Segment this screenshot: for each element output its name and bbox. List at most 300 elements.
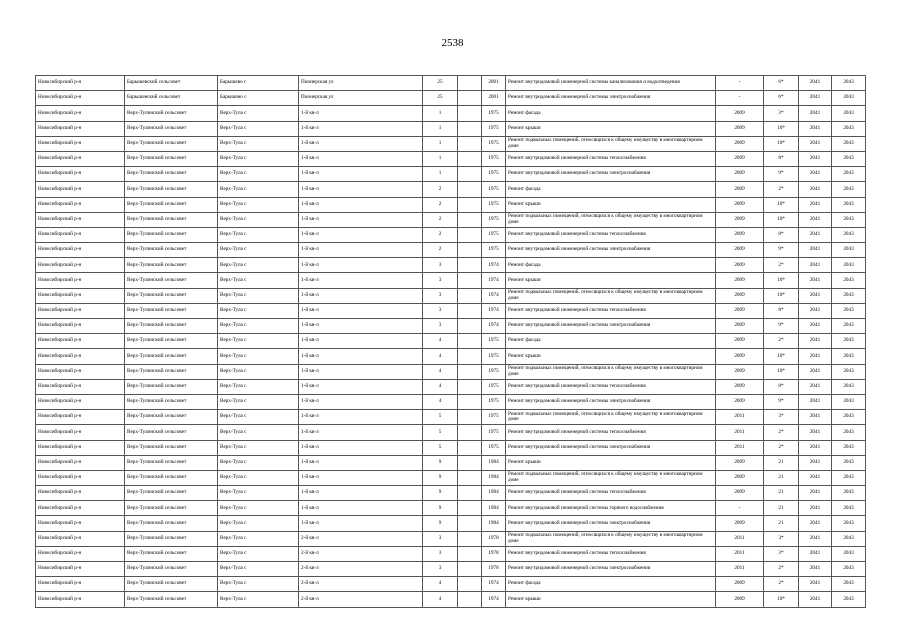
cell-wear-percent: 6* (764, 91, 799, 106)
cell-last-repair-year: 2009 (716, 258, 764, 273)
cell-street: 2-й кв-л (299, 577, 423, 592)
cell-house-number: 3 (423, 319, 458, 334)
cell-building (458, 455, 482, 470)
cell-building (458, 334, 482, 349)
cell-build-year: 1975 (482, 151, 506, 166)
cell-house-number: 1 (423, 106, 458, 121)
cell-street: 1-й кв-л (299, 425, 423, 440)
cell-plan-end-year: 2043 (832, 319, 866, 334)
cell-plan-start-year: 2041 (799, 197, 832, 212)
cell-building (458, 91, 482, 106)
cell-plan-start-year: 2041 (799, 319, 832, 334)
cell-plan-start-year: 2041 (799, 212, 832, 227)
table-row (36, 531, 866, 546)
cell-settlement-council: Верх-Тулинский сельсовет (125, 592, 218, 607)
table-row (36, 121, 866, 136)
cell-plan-start-year: 2041 (799, 258, 832, 273)
table-body (36, 76, 866, 608)
cell-work-type: Ремонт фасада (506, 577, 716, 592)
cell-last-repair-year: 2009 (716, 182, 764, 197)
cell-building (458, 136, 482, 151)
cell-plan-start-year: 2041 (799, 562, 832, 577)
cell-work-type: Ремонт внутридомовой инженерной системы теплоснабжения (506, 303, 716, 318)
cell-build-year: 1975 (482, 243, 506, 258)
table-row (36, 212, 866, 227)
cell-building (458, 243, 482, 258)
cell-building (458, 182, 482, 197)
cell-locality: Верх-Тула с (218, 303, 299, 318)
cell-build-year: 1975 (482, 334, 506, 349)
table-row (36, 273, 866, 288)
cell-district: Новосибирский р-н (36, 410, 125, 425)
cell-district: Новосибирский р-н (36, 303, 125, 318)
cell-settlement-council: Барышевский сельсовет (125, 91, 218, 106)
cell-street: 1-й кв-л (299, 136, 423, 151)
cell-build-year: 1974 (482, 319, 506, 334)
cell-build-year: 1984 (482, 501, 506, 516)
cell-street: 1-й кв-л (299, 394, 423, 409)
cell-build-year: 1975 (482, 349, 506, 364)
cell-last-repair-year: 2009 (716, 334, 764, 349)
cell-wear-percent: 21 (764, 501, 799, 516)
cell-settlement-council: Верх-Тулинский сельсовет (125, 577, 218, 592)
cell-locality: Верх-Тула с (218, 440, 299, 455)
cell-locality: Верх-Тула с (218, 227, 299, 242)
cell-last-repair-year: 2009 (716, 227, 764, 242)
cell-last-repair-year: 2009 (716, 167, 764, 182)
cell-work-type: Ремонт крыши (506, 121, 716, 136)
cell-locality: Верх-Тула с (218, 258, 299, 273)
cell-settlement-council: Верх-Тулинский сельсовет (125, 288, 218, 303)
cell-wear-percent: 3* (764, 546, 799, 561)
cell-plan-end-year: 2043 (832, 516, 866, 531)
cell-last-repair-year: 2009 (716, 455, 764, 470)
cell-locality: Барышево с (218, 91, 299, 106)
cell-work-type: Ремонт подвальных помещений, относящихся к общему имуществу в многоквартирном доме (506, 531, 716, 546)
cell-building (458, 425, 482, 440)
cell-plan-start-year: 2041 (799, 227, 832, 242)
cell-last-repair-year: - (716, 501, 764, 516)
cell-plan-start-year: 2041 (799, 410, 832, 425)
cell-wear-percent: 10* (764, 136, 799, 151)
cell-last-repair-year: 2009 (716, 394, 764, 409)
cell-street: 1-й кв-л (299, 288, 423, 303)
cell-plan-end-year: 2043 (832, 592, 866, 607)
cell-settlement-council: Верх-Тулинский сельсовет (125, 546, 218, 561)
cell-plan-start-year: 2041 (799, 288, 832, 303)
cell-plan-start-year: 2041 (799, 303, 832, 318)
cell-locality: Верх-Тула с (218, 273, 299, 288)
cell-locality: Верх-Тула с (218, 182, 299, 197)
cell-building (458, 546, 482, 561)
cell-work-type: Ремонт внутридомовой инженерной системы электроснабжения (506, 516, 716, 531)
cell-plan-start-year: 2041 (799, 470, 832, 485)
cell-district: Новосибирский р-н (36, 121, 125, 136)
cell-district: Новосибирский р-н (36, 106, 125, 121)
cell-plan-end-year: 2043 (832, 364, 866, 379)
cell-build-year: 1975 (482, 106, 506, 121)
cell-district: Новосибирский р-н (36, 546, 125, 561)
cell-locality: Верх-Тула с (218, 379, 299, 394)
cell-work-type: Ремонт фасада (506, 106, 716, 121)
table-row (36, 440, 866, 455)
cell-house-number: 2 (423, 243, 458, 258)
cell-building (458, 349, 482, 364)
cell-locality: Верх-Тула с (218, 243, 299, 258)
cell-plan-start-year: 2041 (799, 486, 832, 501)
cell-district: Новосибирский р-н (36, 334, 125, 349)
cell-work-type: Ремонт крыши (506, 273, 716, 288)
cell-wear-percent: 3* (764, 531, 799, 546)
cell-plan-end-year: 2043 (832, 121, 866, 136)
cell-last-repair-year: 2009 (716, 577, 764, 592)
cell-locality: Верх-Тула с (218, 349, 299, 364)
table-row (36, 546, 866, 561)
cell-plan-end-year: 2043 (832, 334, 866, 349)
table-row (36, 106, 866, 121)
cell-street: 1-й кв-л (299, 455, 423, 470)
cell-wear-percent: 2* (764, 182, 799, 197)
cell-plan-end-year: 2043 (832, 136, 866, 151)
cell-street: 2-й кв-л (299, 546, 423, 561)
cell-locality: Верх-Тула с (218, 501, 299, 516)
cell-work-type: Ремонт внутридомовой инженерной системы канализования и водоотведения (506, 76, 716, 91)
cell-plan-end-year: 2043 (832, 303, 866, 318)
cell-work-type: Ремонт подвальных помещений, относящихся к общему имуществу в многоквартирном доме (506, 364, 716, 379)
cell-last-repair-year: 2009 (716, 349, 764, 364)
cell-plan-end-year: 2043 (832, 227, 866, 242)
cell-house-number: 4 (423, 577, 458, 592)
cell-house-number: 3 (423, 303, 458, 318)
cell-plan-end-year: 2043 (832, 288, 866, 303)
cell-house-number: 4 (423, 364, 458, 379)
cell-last-repair-year: 2009 (716, 592, 764, 607)
cell-plan-start-year: 2041 (799, 364, 832, 379)
table-row (36, 91, 866, 106)
table-row (36, 349, 866, 364)
cell-settlement-council: Верх-Тулинский сельсовет (125, 167, 218, 182)
table-row (36, 227, 866, 242)
cell-plan-end-year: 2043 (832, 273, 866, 288)
cell-street: 1-й кв-л (299, 167, 423, 182)
cell-build-year: 1975 (482, 379, 506, 394)
cell-locality: Верх-Тула с (218, 531, 299, 546)
cell-street: 1-й кв-л (299, 212, 423, 227)
table-row (36, 516, 866, 531)
cell-house-number: 9 (423, 516, 458, 531)
cell-settlement-council: Барышевский сельсовет (125, 76, 218, 91)
cell-building (458, 319, 482, 334)
cell-last-repair-year: 2009 (716, 288, 764, 303)
table-row (36, 562, 866, 577)
cell-building (458, 379, 482, 394)
cell-build-year: 1984 (482, 470, 506, 485)
cell-build-year: 1975 (482, 182, 506, 197)
cell-house-number: 9 (423, 486, 458, 501)
cell-work-type: Ремонт подвальных помещений, относящихся к общему имуществу в многоквартирном доме (506, 136, 716, 151)
cell-district: Новосибирский р-н (36, 273, 125, 288)
cell-street: 1-й кв-л (299, 319, 423, 334)
cell-wear-percent: 2* (764, 425, 799, 440)
cell-settlement-council: Верх-Тулинский сельсовет (125, 258, 218, 273)
cell-house-number: 2 (423, 212, 458, 227)
cell-last-repair-year: 2009 (716, 364, 764, 379)
cell-plan-start-year: 2041 (799, 531, 832, 546)
cell-plan-end-year: 2043 (832, 106, 866, 121)
cell-house-number: 4 (423, 379, 458, 394)
cell-last-repair-year: 2009 (716, 151, 764, 166)
cell-district: Новосибирский р-н (36, 531, 125, 546)
cell-house-number: 1 (423, 167, 458, 182)
cell-wear-percent: 10* (764, 288, 799, 303)
cell-district: Новосибирский р-н (36, 197, 125, 212)
cell-district: Новосибирский р-н (36, 151, 125, 166)
cell-wear-percent: 2* (764, 577, 799, 592)
cell-settlement-council: Верх-Тулинский сельсовет (125, 319, 218, 334)
cell-work-type: Ремонт внутридомовой инженерной системы электроснабжения (506, 243, 716, 258)
cell-plan-end-year: 2043 (832, 182, 866, 197)
cell-house-number: 9 (423, 470, 458, 485)
cell-building (458, 486, 482, 501)
cell-locality: Верх-Тула с (218, 364, 299, 379)
cell-settlement-council: Верх-Тулинский сельсовет (125, 531, 218, 546)
cell-plan-end-year: 2043 (832, 577, 866, 592)
cell-street: 1-й кв-л (299, 243, 423, 258)
cell-wear-percent: 21 (764, 486, 799, 501)
table-row (36, 577, 866, 592)
table-row (36, 151, 866, 166)
cell-house-number: 9 (423, 501, 458, 516)
cell-wear-percent: 2* (764, 562, 799, 577)
cell-district: Новосибирский р-н (36, 212, 125, 227)
table-row (36, 394, 866, 409)
cell-build-year: 1974 (482, 288, 506, 303)
table-row (36, 76, 866, 91)
cell-street: 1-й кв-л (299, 273, 423, 288)
cell-wear-percent: 3* (764, 106, 799, 121)
cell-locality: Верх-Тула с (218, 106, 299, 121)
cell-work-type: Ремонт внутридомовой инженерной системы электроснабжения (506, 319, 716, 334)
cell-plan-start-year: 2041 (799, 91, 832, 106)
cell-build-year: 1975 (482, 410, 506, 425)
cell-wear-percent: 8* (764, 303, 799, 318)
cell-locality: Верх-Тула с (218, 577, 299, 592)
cell-locality: Верх-Тула с (218, 121, 299, 136)
cell-district: Новосибирский р-н (36, 440, 125, 455)
cell-wear-percent: 9* (764, 319, 799, 334)
cell-plan-start-year: 2041 (799, 440, 832, 455)
cell-locality: Верх-Тула с (218, 455, 299, 470)
cell-plan-start-year: 2041 (799, 516, 832, 531)
cell-locality: Верх-Тула с (218, 334, 299, 349)
cell-wear-percent: 2* (764, 258, 799, 273)
cell-plan-start-year: 2041 (799, 182, 832, 197)
cell-build-year: 1978 (482, 562, 506, 577)
cell-district: Новосибирский р-н (36, 516, 125, 531)
cell-building (458, 501, 482, 516)
table-row (36, 334, 866, 349)
cell-house-number: 3 (423, 258, 458, 273)
cell-work-type: Ремонт внутридомовой инженерной системы электроснабжения (506, 91, 716, 106)
cell-street: 1-й кв-л (299, 470, 423, 485)
cell-house-number: 3 (423, 273, 458, 288)
cell-building (458, 258, 482, 273)
cell-house-number: 4 (423, 394, 458, 409)
cell-street: 1-й кв-л (299, 258, 423, 273)
cell-wear-percent: 2* (764, 440, 799, 455)
cell-build-year: 2001 (482, 91, 506, 106)
cell-work-type: Ремонт фасада (506, 334, 716, 349)
cell-house-number: 2 (423, 182, 458, 197)
cell-wear-percent: 10* (764, 349, 799, 364)
cell-build-year: 1975 (482, 440, 506, 455)
cell-plan-end-year: 2043 (832, 486, 866, 501)
cell-district: Новосибирский р-н (36, 455, 125, 470)
cell-district: Новосибирский р-н (36, 243, 125, 258)
table-row (36, 364, 866, 379)
cell-wear-percent: 21 (764, 470, 799, 485)
table-row (36, 258, 866, 273)
cell-street: Пионерская ул (299, 91, 423, 106)
cell-work-type: Ремонт внутридомовой инженерной системы теплоснабжения (506, 425, 716, 440)
cell-build-year: 1978 (482, 546, 506, 561)
cell-wear-percent: 10* (764, 121, 799, 136)
cell-house-number: 5 (423, 440, 458, 455)
cell-plan-end-year: 2043 (832, 151, 866, 166)
cell-locality: Верх-Тула с (218, 151, 299, 166)
cell-street: 1-й кв-л (299, 197, 423, 212)
cell-street: 2-й кв-л (299, 592, 423, 607)
cell-work-type: Ремонт фасада (506, 182, 716, 197)
cell-district: Новосибирский р-н (36, 258, 125, 273)
cell-work-type: Ремонт внутридомовой инженерной системы теплоснабжения (506, 227, 716, 242)
cell-work-type: Ремонт подвальных помещений, относящихся к общему имуществу в многоквартирном доме (506, 470, 716, 485)
cell-work-type: Ремонт внутридомовой инженерной системы теплоснабжения (506, 379, 716, 394)
cell-build-year: 1974 (482, 273, 506, 288)
cell-settlement-council: Верх-Тулинский сельсовет (125, 425, 218, 440)
cell-plan-start-year: 2041 (799, 167, 832, 182)
cell-district: Новосибирский р-н (36, 470, 125, 485)
cell-work-type: Ремонт внутридомовой инженерной системы электроснабжения (506, 562, 716, 577)
cell-settlement-council: Верх-Тулинский сельсовет (125, 379, 218, 394)
cell-locality: Верх-Тула с (218, 197, 299, 212)
cell-house-number: 1 (423, 121, 458, 136)
cell-settlement-council: Верх-Тулинский сельсовет (125, 440, 218, 455)
cell-work-type: Ремонт внутридомовой инженерной системы теплоснабжения (506, 151, 716, 166)
cell-settlement-council: Верх-Тулинский сельсовет (125, 394, 218, 409)
cell-building (458, 531, 482, 546)
cell-settlement-council: Верх-Тулинский сельсовет (125, 136, 218, 151)
cell-plan-end-year: 2043 (832, 440, 866, 455)
cell-build-year: 1975 (482, 425, 506, 440)
cell-work-type: Ремонт крыши (506, 197, 716, 212)
cell-work-type: Ремонт внутридомовой инженерной системы электроснабжения (506, 440, 716, 455)
cell-settlement-council: Верх-Тулинский сельсовет (125, 562, 218, 577)
cell-district: Новосибирский р-н (36, 319, 125, 334)
cell-plan-start-year: 2041 (799, 592, 832, 607)
cell-wear-percent: 9* (764, 167, 799, 182)
cell-locality: Верх-Тула с (218, 562, 299, 577)
cell-district: Новосибирский р-н (36, 364, 125, 379)
table-row (36, 303, 866, 318)
cell-settlement-council: Верх-Тулинский сельсовет (125, 151, 218, 166)
cell-locality: Верх-Тула с (218, 167, 299, 182)
cell-house-number: 2 (423, 227, 458, 242)
cell-house-number: 5 (423, 410, 458, 425)
cell-building (458, 151, 482, 166)
cell-work-type: Ремонт внутридомовой инженерной системы электроснабжения (506, 394, 716, 409)
cell-building (458, 440, 482, 455)
cell-last-repair-year: 2011 (716, 410, 764, 425)
cell-wear-percent: 6* (764, 76, 799, 91)
cell-build-year: 1974 (482, 303, 506, 318)
cell-settlement-council: Верх-Тулинский сельсовет (125, 516, 218, 531)
cell-plan-end-year: 2043 (832, 470, 866, 485)
cell-build-year: 1975 (482, 136, 506, 151)
cell-street: 1-й кв-л (299, 303, 423, 318)
cell-last-repair-year: 2009 (716, 212, 764, 227)
cell-wear-percent: 10* (764, 197, 799, 212)
cell-settlement-council: Верх-Тулинский сельсовет (125, 273, 218, 288)
cell-plan-start-year: 2041 (799, 273, 832, 288)
cell-plan-end-year: 2043 (832, 91, 866, 106)
cell-district: Новосибирский р-н (36, 592, 125, 607)
cell-plan-start-year: 2041 (799, 151, 832, 166)
cell-build-year: 1975 (482, 212, 506, 227)
cell-work-type: Ремонт крыши (506, 455, 716, 470)
table-row (36, 243, 866, 258)
cell-district: Новосибирский р-н (36, 562, 125, 577)
table-row (36, 501, 866, 516)
cell-plan-end-year: 2043 (832, 197, 866, 212)
cell-build-year: 1984 (482, 516, 506, 531)
cell-district: Новосибирский р-н (36, 379, 125, 394)
cell-plan-start-year: 2041 (799, 501, 832, 516)
cell-work-type: Ремонт внутридомовой инженерной системы горячего водоснабжения (506, 501, 716, 516)
cell-street: 1-й кв-л (299, 182, 423, 197)
cell-build-year: 1975 (482, 227, 506, 242)
cell-district: Новосибирский р-н (36, 486, 125, 501)
cell-house-number: 4 (423, 349, 458, 364)
cell-last-repair-year: 2011 (716, 425, 764, 440)
cell-plan-start-year: 2041 (799, 577, 832, 592)
cell-settlement-council: Верх-Тулинский сельсовет (125, 243, 218, 258)
cell-building (458, 212, 482, 227)
cell-wear-percent: 10* (764, 592, 799, 607)
cell-settlement-council: Верх-Тулинский сельсовет (125, 349, 218, 364)
capital-repair-table (35, 75, 866, 608)
cell-street: 1-й кв-л (299, 106, 423, 121)
cell-build-year: 1984 (482, 486, 506, 501)
cell-house-number: 3 (423, 531, 458, 546)
table-row (36, 470, 866, 485)
cell-plan-start-year: 2041 (799, 546, 832, 561)
table-row (36, 167, 866, 182)
table-row (36, 319, 866, 334)
cell-street: 1-й кв-л (299, 349, 423, 364)
cell-build-year: 2001 (482, 76, 506, 91)
cell-settlement-council: Верх-Тулинский сельсовет (125, 227, 218, 242)
cell-settlement-council: Верх-Тулинский сельсовет (125, 501, 218, 516)
cell-street: 1-й кв-л (299, 151, 423, 166)
cell-district: Новосибирский р-н (36, 76, 125, 91)
cell-build-year: 1975 (482, 121, 506, 136)
cell-work-type: Ремонт внутридомовой инженерной системы теплоснабжения (506, 546, 716, 561)
table-row (36, 410, 866, 425)
cell-district: Новосибирский р-н (36, 288, 125, 303)
cell-building (458, 394, 482, 409)
cell-settlement-council: Верх-Тулинский сельсовет (125, 197, 218, 212)
